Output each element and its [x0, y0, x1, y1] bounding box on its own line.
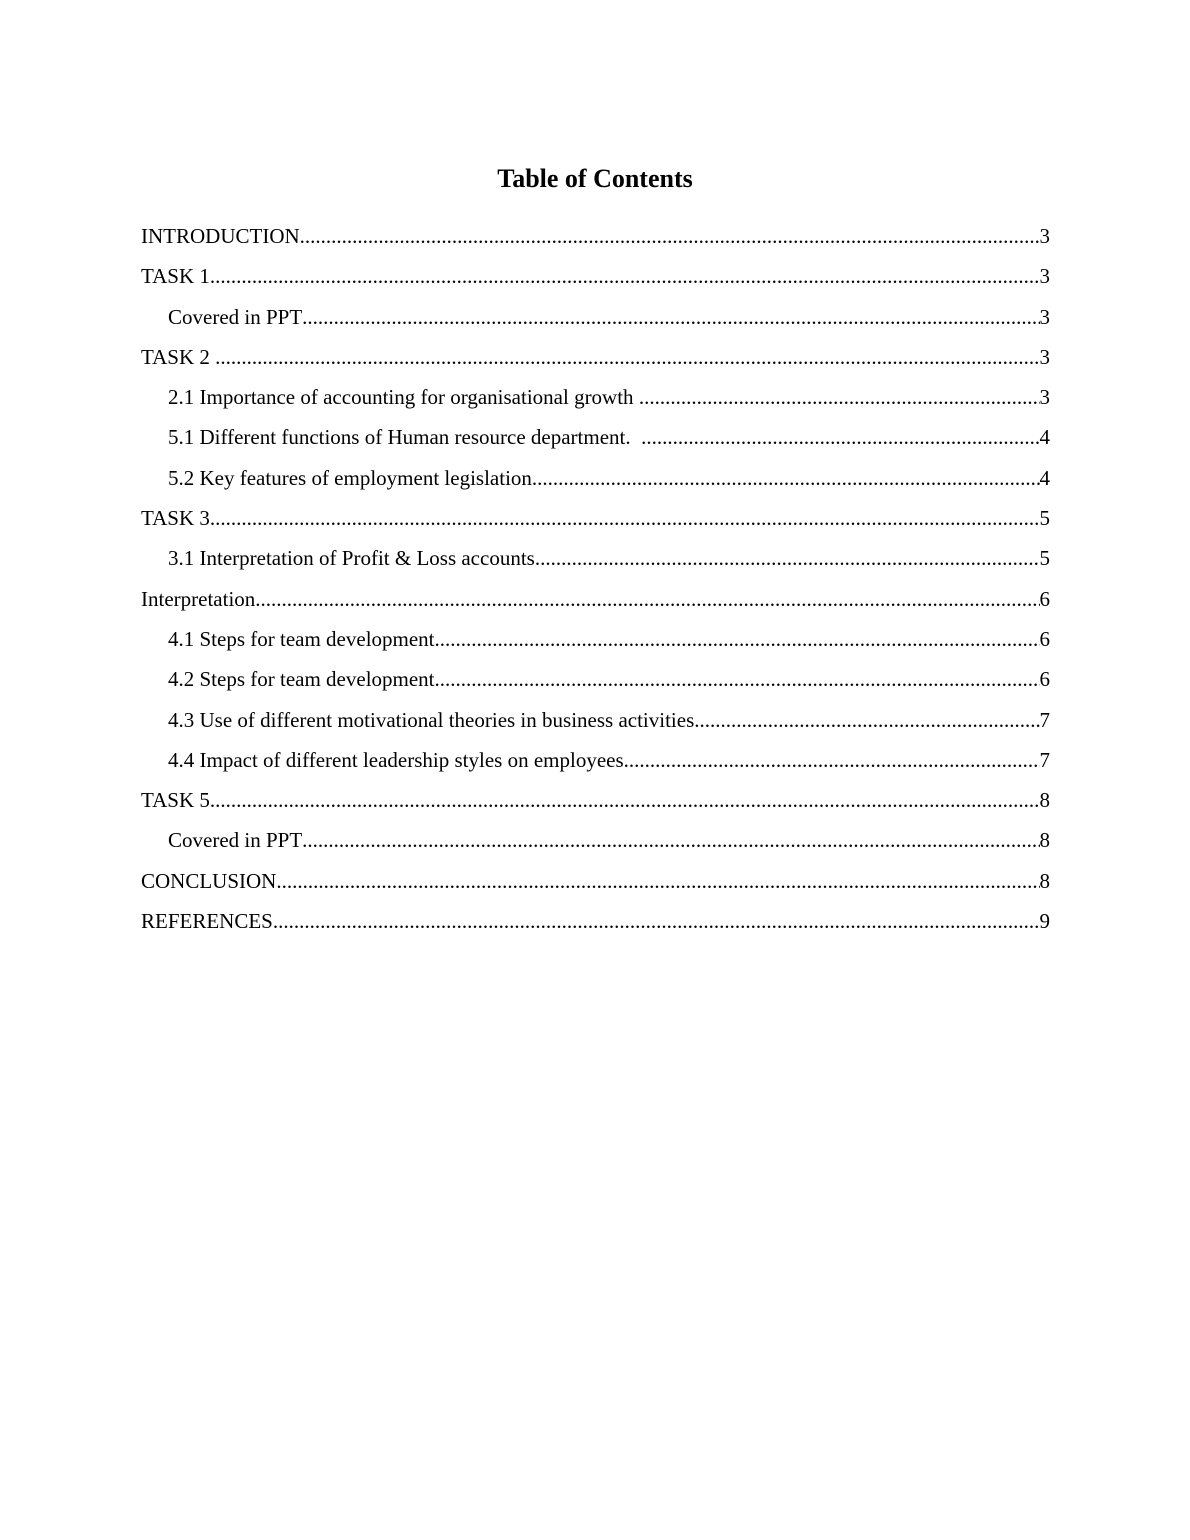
- toc-entry-page-number: 7: [1039, 707, 1050, 732]
- toc-entry-page-number: 3: [1039, 264, 1050, 289]
- toc-entry-leader: [210, 258, 1040, 294]
- toc-entry-leader: [215, 339, 1039, 375]
- toc-entry-label: INTRODUCTION: [141, 224, 300, 248]
- toc-entry-page-number: 4: [1039, 425, 1050, 450]
- toc-entry[interactable]: [141, 379, 1050, 419]
- toc-entry-leader: [302, 822, 1039, 858]
- toc-entry-label: 4.4 Impact of different leadership styles on employees: [168, 747, 624, 772]
- toc-entry[interactable]: [141, 540, 1050, 580]
- toc-entry-page-number: 8: [1039, 828, 1050, 853]
- toc-entry[interactable]: [141, 339, 1050, 379]
- toc-entry-label: Interpretation: [141, 586, 256, 611]
- toc-entry-leader: [276, 863, 1039, 899]
- toc-entry-leader: [435, 621, 1040, 657]
- toc-entry[interactable]: [141, 299, 1050, 339]
- toc-entry-leader: [532, 460, 1040, 496]
- toc-entry-leader: [639, 379, 1040, 415]
- toc-title: Table of Contents: [497, 164, 693, 193]
- toc-entry-label: 4.2 Steps for team development: [168, 667, 435, 692]
- toc-entry[interactable]: [141, 903, 1050, 943]
- toc-entry-label: REFERENCES: [141, 909, 273, 934]
- toc-entry[interactable]: [141, 218, 1050, 258]
- toc-entry-page-number: 4: [1039, 465, 1050, 490]
- toc-entry-leader: [694, 702, 1039, 738]
- toc-entry[interactable]: [141, 419, 1050, 459]
- toc-entry[interactable]: [141, 621, 1050, 661]
- toc-entry-page-number: 5: [1039, 506, 1050, 531]
- toc-entry-leader: [641, 419, 1039, 455]
- toc-entry-leader: [255, 581, 1039, 617]
- toc-entry-leader: [535, 540, 1040, 576]
- toc-entry-page-number: 3: [1039, 224, 1050, 248]
- toc-entry-label: TASK 3: [141, 506, 210, 531]
- toc-entry-page-number: 5: [1039, 546, 1050, 571]
- toc-entry[interactable]: [141, 742, 1050, 782]
- toc-entry-leader: [210, 782, 1040, 818]
- toc-entry-label: TASK 2: [141, 344, 216, 369]
- toc-entry-leader: [435, 661, 1040, 697]
- toc-entry-label: TASK 5: [141, 788, 210, 813]
- toc-entry-page-number: 3: [1039, 304, 1050, 329]
- toc-entry-label: 2.1 Importance of accounting for organisational growth: [168, 385, 639, 410]
- toc-entry-label: CONCLUSION: [141, 868, 277, 893]
- toc-entry[interactable]: [141, 702, 1050, 742]
- toc-entry-page-number: 6: [1039, 586, 1050, 611]
- toc-entry[interactable]: [141, 661, 1050, 701]
- toc-entry-leader: [273, 903, 1040, 939]
- toc-entry-label: 5.1 Different functions of Human resource department.: [168, 425, 642, 450]
- toc-entry-label: 4.1 Steps for team development: [168, 626, 435, 651]
- toc-entry[interactable]: [141, 822, 1050, 862]
- toc-entry[interactable]: [141, 460, 1050, 500]
- toc-entry-label: 3.1 Interpretation of Profit & Loss accounts: [168, 546, 535, 571]
- toc-entry-page-number: 6: [1039, 626, 1050, 651]
- toc-entry-label: Covered in PPT: [168, 828, 303, 853]
- toc-entry-label: TASK 1: [141, 264, 210, 289]
- toc-entry-label: 5.2 Key features of employment legislation: [168, 465, 532, 490]
- toc-entry-page-number: 6: [1039, 667, 1050, 692]
- toc-entry[interactable]: [141, 500, 1050, 540]
- toc-entry-page-number: 3: [1039, 385, 1050, 410]
- toc-list: [141, 218, 1050, 943]
- toc-entry-label: 4.3 Use of different motivational theories in business activities: [168, 707, 695, 732]
- toc-entry[interactable]: [141, 258, 1050, 298]
- toc-entry-page-number: 9: [1039, 909, 1050, 934]
- toc-entry-leader: [300, 218, 1040, 254]
- toc-entry-leader: [210, 500, 1040, 536]
- toc-entry-page-number: 7: [1039, 747, 1050, 772]
- toc-entry[interactable]: [141, 581, 1050, 621]
- toc-entry[interactable]: [141, 863, 1050, 903]
- toc-entry-label: Covered in PPT: [168, 304, 303, 329]
- toc-entry-page-number: 8: [1039, 868, 1050, 893]
- toc-entry-leader: [302, 299, 1039, 335]
- toc-entry[interactable]: [141, 782, 1050, 822]
- toc-entry-leader: [624, 742, 1040, 778]
- toc-entry-page-number: 3: [1039, 344, 1050, 369]
- toc-entry-page-number: 8: [1039, 788, 1050, 813]
